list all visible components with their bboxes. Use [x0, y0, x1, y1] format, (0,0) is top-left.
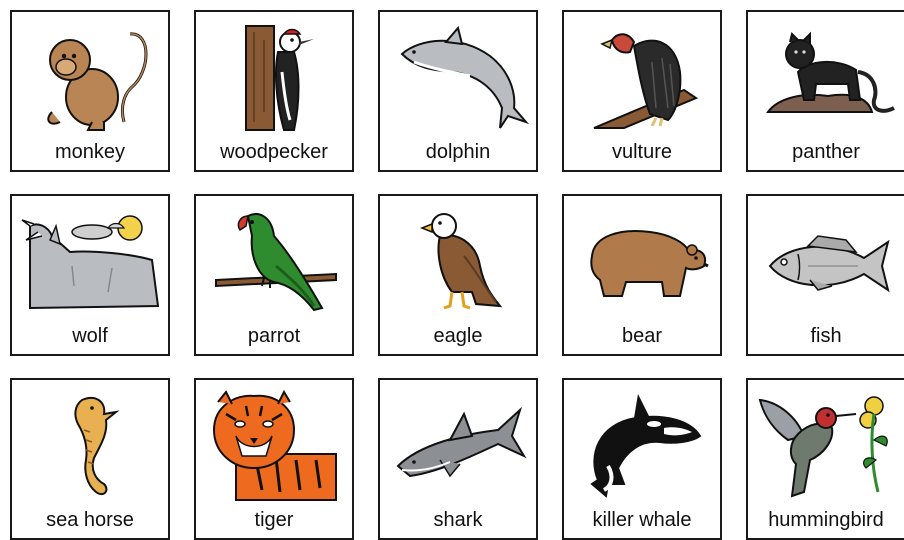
card-sea-horse[interactable]	[10, 378, 170, 540]
card-panther[interactable]	[746, 10, 904, 172]
card-monkey[interactable]	[10, 10, 170, 172]
card-label: bear	[621, 325, 663, 347]
card-hummingbird[interactable]	[746, 378, 904, 540]
panther-icon	[748, 12, 904, 142]
card-label: fish	[810, 325, 842, 347]
card-label: killer whale	[592, 509, 692, 531]
card-label: parrot	[247, 325, 301, 347]
monkey-icon	[12, 12, 172, 142]
hummingbird-icon	[748, 380, 904, 510]
card-wolf[interactable]	[10, 194, 170, 356]
card-label: shark	[433, 509, 483, 531]
card-label: dolphin	[425, 141, 491, 163]
card-shark[interactable]	[378, 378, 538, 540]
dolphin-icon	[380, 12, 540, 142]
card-label: panther	[792, 141, 860, 163]
fish-icon	[748, 196, 904, 326]
card-label: hummingbird	[768, 509, 884, 531]
card-fish[interactable]	[746, 194, 904, 356]
card-bear[interactable]	[562, 194, 722, 356]
eagle-icon	[380, 196, 540, 326]
card-label: eagle	[433, 325, 483, 347]
vulture-icon	[564, 12, 724, 142]
card-label: sea horse	[46, 509, 134, 531]
card-dolphin[interactable]	[378, 10, 538, 172]
card-woodpecker[interactable]	[194, 10, 354, 172]
card-label: woodpecker	[220, 141, 328, 163]
card-label: monkey	[54, 141, 126, 163]
card-parrot[interactable]	[194, 194, 354, 356]
bear-icon	[564, 196, 724, 326]
card-label: wolf	[72, 325, 108, 347]
killer-whale-icon	[564, 380, 724, 510]
wolf-icon	[12, 196, 172, 326]
sea-horse-icon	[12, 380, 172, 510]
card-killer-whale[interactable]	[562, 378, 722, 540]
card-eagle[interactable]	[378, 194, 538, 356]
parrot-icon	[196, 196, 356, 326]
card-vulture[interactable]	[562, 10, 722, 172]
shark-icon	[380, 380, 540, 510]
woodpecker-icon	[196, 12, 356, 142]
tiger-icon	[196, 380, 356, 510]
card-tiger[interactable]	[194, 378, 354, 540]
card-label: vulture	[611, 141, 673, 163]
card-label: tiger	[254, 509, 294, 531]
